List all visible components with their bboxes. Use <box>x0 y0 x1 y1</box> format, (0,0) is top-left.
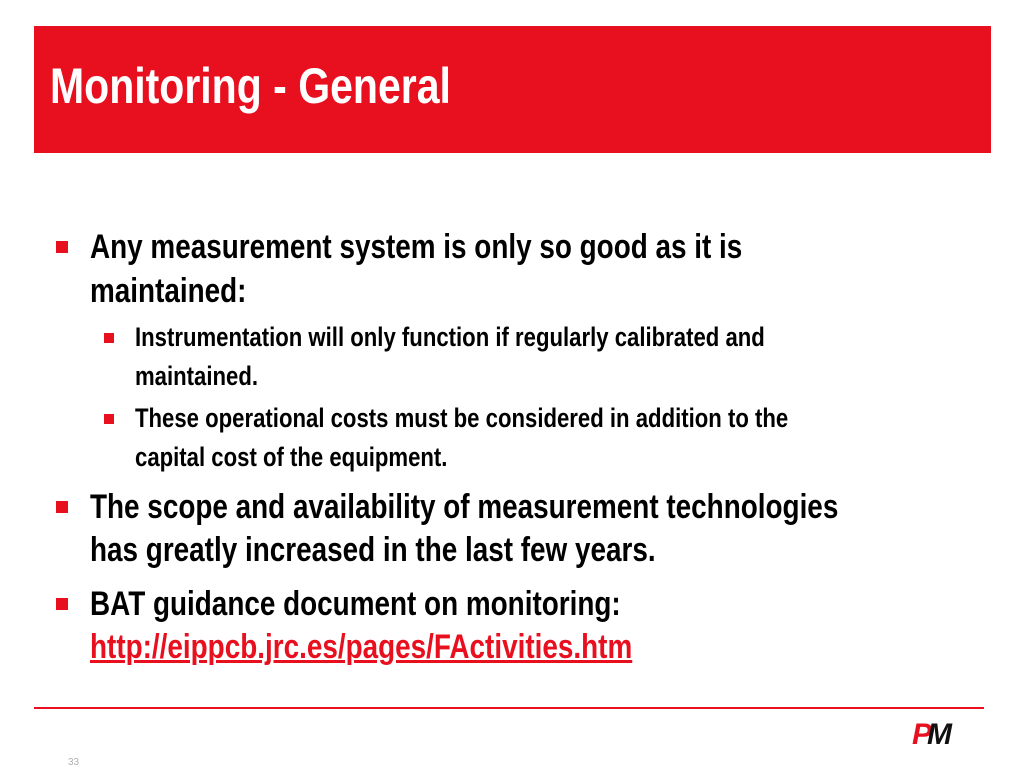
page-number: 33 <box>68 757 80 768</box>
pm-logo <box>912 720 949 750</box>
bullet-marker <box>56 598 68 610</box>
sub-bullet-marker <box>104 414 114 424</box>
bullet-1-line-1: Any measurement system is only so good as it is <box>90 228 743 266</box>
bullet-2-line-1: The scope and availability of measurement technologies <box>90 488 839 526</box>
logo-part-m: M <box>927 718 950 751</box>
sub-bullet-marker <box>104 333 114 343</box>
logo-part-p: P <box>912 718 930 751</box>
slide-title: Monitoring - General <box>50 58 451 114</box>
sub-bullet-1-line-1: Instrumentation will only function if regularly calibrated and <box>135 322 765 352</box>
bullet-1-line-2: maintained: <box>90 272 247 310</box>
sub-bullet-2-line-2: capital cost of the equipment. <box>135 442 448 472</box>
bullet-marker <box>56 241 68 253</box>
monitoring-guidance-link[interactable]: http://eippcb.jrc.es/pages/FActivities.htm <box>90 628 633 666</box>
bullet-2-line-2: has greatly increased in the last few years. <box>90 531 656 569</box>
footer-divider <box>34 707 984 709</box>
bullet-3-link-line <box>90 626 632 668</box>
bullet-marker <box>56 501 68 513</box>
bullet-3-line-1: BAT guidance document on monitoring: <box>90 585 621 623</box>
sub-bullet-1-line-2: maintained. <box>135 361 259 391</box>
sub-bullet-2-line-1: These operational costs must be considered in addition to the <box>135 403 789 433</box>
